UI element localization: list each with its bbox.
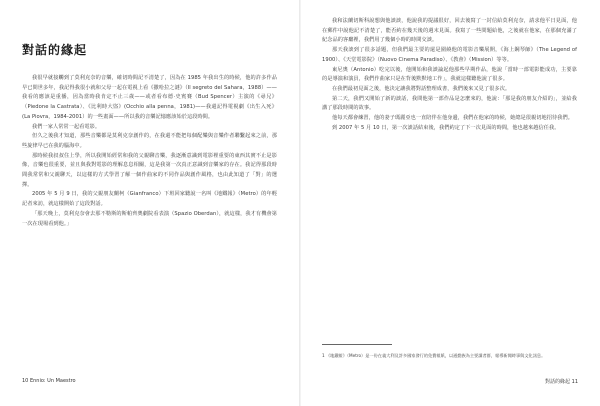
right-page — [300, 0, 600, 406]
paragraph: 但久之後我才知道，那些音樂都是莫利克奈創作的，在我還不能把每個配樂與音樂作者聯繫起來之前，那些旋律早已在我的腦海中。 — [22, 133, 277, 149]
paragraph: 到 2007 年 5 月 10 日，第一次談話結束後，我們約定了下一次見面的時間，他也越來越信任我。 — [332, 124, 560, 131]
paragraph: 在我們最初見面之後，他決定讓我將對話整理成書，我們後來又見了很多次。 — [332, 85, 511, 92]
left-body-text — [22, 74, 277, 229]
footnote-divider — [322, 344, 392, 345]
paragraph: 我們一家人常常一起看電影。 — [32, 123, 101, 130]
paragraph: 我很早就接觸到了莫利克奈的音樂，確切時間記不清楚了，因為在 1985 年我出生的時候，他的許多作品早已問世多年，我記得我很小就和父母一起在電視上看《撒哈拉之謎》（Il segreto del Sahara，1988）——我看的應該是重播，因為當時我肯定不止三歲——或者看布德·史賓賽（Bud Spencer）主演的《尋兄》（Piedone la Castrata）、《比利時大盜》(Occhio alla penna，1981)——我還記得電視劇《出生入死》(La Piovra，1984-2001）的一些畫面——所以我的音樂記憶應該始於這段時間。 — [22, 75, 277, 120]
paragraph: 東尼奧（Antonio）吃完以後，他開始和我談論起他那些早期作品，他說「當時一部電影能成功，主要靠的是導演和演員，我們作曲家只是在背後默默地工作」，我就這樣聽他說了很多。 — [322, 66, 577, 83]
paragraph: 「那天晚上，莫利克奈會去那不勒斯的斯帕齊奧劇院看表演（Spazio Oberdan），就這樣，我才有機會第一次在現場看到他。」 — [22, 210, 277, 227]
paragraph: 那時候我叔叔住上學，所以我開始經常和我的父親聊音樂，我逐漸意識到電影裡重要的東西其實不止是影像，音樂也很重要，並且與我對電影的理解息息相關，這是我第一次真正意識到音樂家的存在。我記得那段時間我常常和父親聊天，以這樣的方式學習了解一個作曲家的不同作品與創作風格，也由此知道了「對」的選擇。 — [22, 152, 277, 188]
footnote: 1 《地鐵報》（Metro）是一份在義大利及許多國家發行的免費報紙，以通勤族為主要讀者群，報導新聞時事與文化訊息。 — [322, 353, 546, 358]
right-page-folio: 對話的緣起 11 — [545, 379, 578, 385]
paragraph: 第二天，我們又開始了新的談話，我問他第一部作品是怎麼來的，他說：「那是我的朋友介紹的」，並給我講了那段時間的故事。 — [322, 95, 577, 112]
right-body-text — [322, 17, 577, 133]
paragraph: 那天我談到了很多話題，但我們最主要的還是圍繞他的電影音樂展開，《海上鋼琴師》（The Legend of 1900）、《天堂電影院》（Nuovo Cinema Paradiso）、《教會》（Mission）等等。 — [322, 47, 577, 63]
left-page-folio: 10 Ennio: Un Maestro — [22, 378, 76, 384]
paragraph: 我和法蘭切斯科說想與他談談，他說我的提議很好，回去後寫了一封信給莫利克奈，請求他平日見面，他在郵件中說他記不清楚了，能否約在幾天後的週末見面。我寫了一些問題給他，之後就在他家，在那個充滿了紀念品的客廳裡，我們用了幾個小時的時間交談。 — [322, 18, 577, 44]
paragraph: 2005 年 5 月 9 日，我的父親朋友蘭柯（Gianfranco）下班回家聽說一名叫《地鐵報》（Metro）的年輕記者來訪，就這樣開始了這段對話。 — [22, 191, 277, 208]
paragraph: 他每天都會練習，他的妻子瑪麗亞也一直陪伴在他身邊，我們在他家的時候，她總是很親切地招待我們。 — [332, 115, 573, 122]
chapter-title: 對話的緣起 — [22, 43, 88, 57]
